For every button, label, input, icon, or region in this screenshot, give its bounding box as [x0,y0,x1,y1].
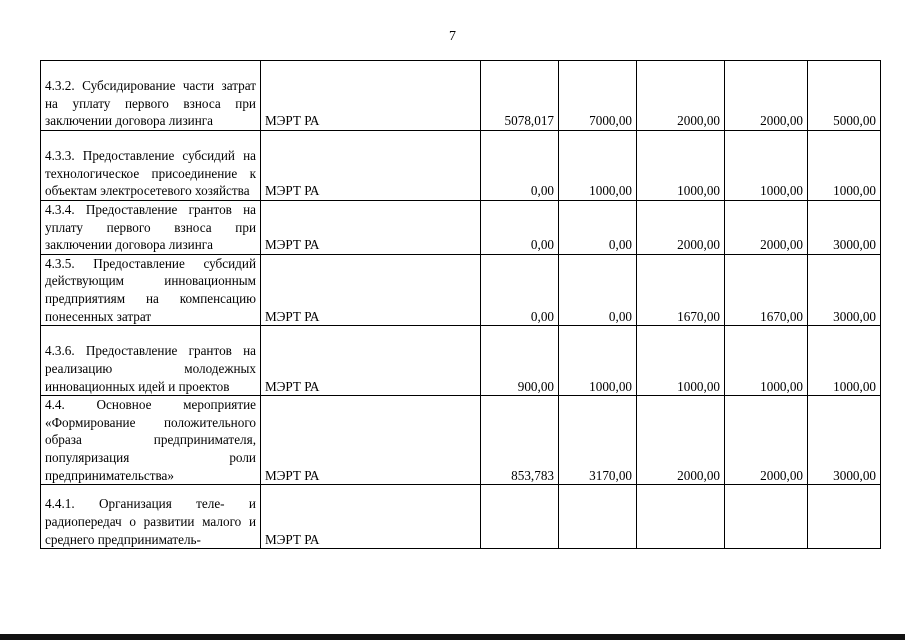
activity-description: 4.3.6. Предоставление грантов на реализацию молодежных инновационных идей и проектов [41,326,261,396]
value-cell: 1000,00 [808,326,881,396]
value-cell: 1000,00 [559,131,637,201]
value-cell: 0,00 [481,131,559,201]
value-cell: 3000,00 [808,201,881,255]
value-cell: 1000,00 [808,131,881,201]
responsible-org: МЭРТ РА [261,254,481,325]
value-cell: 1670,00 [637,254,725,325]
responsible-org: МЭРТ РА [261,485,481,549]
value-cell: 1670,00 [725,254,808,325]
responsible-org: МЭРТ РА [261,326,481,396]
value-cell [481,485,559,549]
value-cell: 1000,00 [725,131,808,201]
budget-table [40,60,881,549]
value-cell: 1000,00 [637,326,725,396]
value-cell: 2000,00 [637,201,725,255]
activity-description: 4.3.3. Предоставление субсидий на технологическое присоединение к объектам электросетевого хозяйства [41,131,261,201]
value-cell: 0,00 [481,201,559,255]
value-cell: 2000,00 [637,396,725,485]
value-cell: 2000,00 [725,61,808,131]
table-row [41,61,881,131]
responsible-org: МЭРТ РА [261,396,481,485]
value-cell: 2000,00 [725,396,808,485]
activity-description: 4.3.2. Субсидирование части затрат на уплату первого взноса при заключении договора лизинга [41,61,261,131]
activity-description: 4.4.1. Организация теле- и радиопередач о развитии малого и среднего предприниматель- [41,485,261,549]
activity-description: 4.3.5. Предоставление субсидий действующим инновационным предприятиям на компенсацию понесенных затрат [41,254,261,325]
scan-bottom-edge [0,634,905,640]
value-cell: 7000,00 [559,61,637,131]
table-row [41,201,881,255]
value-cell: 2000,00 [725,201,808,255]
value-cell [559,485,637,549]
value-cell [637,485,725,549]
table-row [41,254,881,325]
value-cell: 0,00 [559,254,637,325]
value-cell: 3000,00 [808,254,881,325]
value-cell: 5000,00 [808,61,881,131]
table-row [41,485,881,549]
value-cell: 853,783 [481,396,559,485]
value-cell: 0,00 [481,254,559,325]
value-cell: 0,00 [559,201,637,255]
value-cell: 900,00 [481,326,559,396]
value-cell: 2000,00 [637,61,725,131]
value-cell: 1000,00 [637,131,725,201]
value-cell: 3170,00 [559,396,637,485]
activity-description: 4.3.4. Предоставление грантов на уплату первого взноса при заключении договора лизинга [41,201,261,255]
value-cell: 1000,00 [559,326,637,396]
value-cell: 1000,00 [725,326,808,396]
table-row [41,326,881,396]
table-row [41,396,881,485]
activity-description: 4.4. Основное мероприятие «Формирование положительного образа предпринимателя, популяризация роли предпринимательства» [41,396,261,485]
value-cell: 5078,017 [481,61,559,131]
responsible-org: МЭРТ РА [261,131,481,201]
value-cell [808,485,881,549]
table-row [41,131,881,201]
value-cell: 3000,00 [808,396,881,485]
value-cell [725,485,808,549]
page-number: 7 [449,29,456,44]
responsible-org: МЭРТ РА [261,201,481,255]
responsible-org: МЭРТ РА [261,61,481,131]
